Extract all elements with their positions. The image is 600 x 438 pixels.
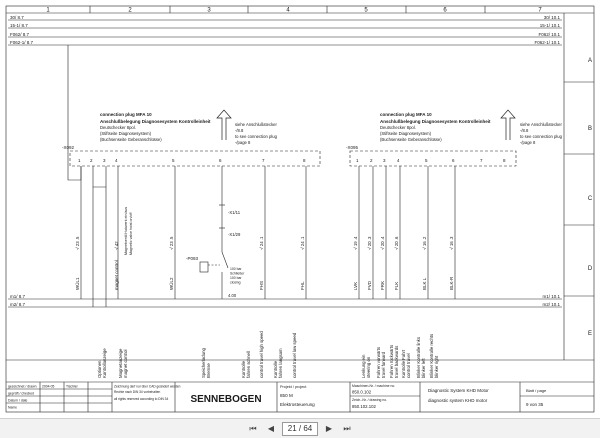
sheet-title-en: diagnostic system KHD motor (428, 398, 488, 403)
wire-ref: -/ 20 .3 (367, 236, 372, 250)
column-number: 6 (443, 7, 447, 14)
bottom-desc-en: magnet control (123, 349, 128, 378)
revision-value: 2004-05 (42, 384, 55, 389)
row-letter: C (587, 196, 593, 202)
sheet-value: 9 von 35 (526, 402, 544, 407)
wire-ref: -/ 42 (114, 241, 119, 250)
pdf-viewer-toolbar (0, 418, 600, 438)
company-logo-text: SENNEBOGEN (190, 394, 262, 405)
next-page-icon[interactable]: ▶ (325, 424, 333, 433)
wire-ref: -/ 20 .4 (380, 236, 385, 250)
sheet-title-de: Diagnostic System KHD Motor (428, 388, 489, 393)
bottom-desc: Blinker Kontrolle links (416, 336, 421, 378)
pin-number: 4 (397, 158, 400, 163)
wire-ref: -/ 23 .5 (75, 236, 80, 250)
project-label: Projekt / project (280, 385, 307, 389)
rail-label-right: 30/ 10.1 (543, 15, 560, 20)
bottom-desc: Speicherladung (201, 348, 206, 378)
title-note: all rights reserved according to DIN 34 (114, 397, 169, 401)
wire-signal-name: LVK (353, 281, 358, 290)
bottom-desc: Fahren vorwärts (376, 346, 381, 378)
bottom-desc: Magnetanzeige (118, 348, 123, 378)
relay-note: closing (230, 280, 241, 285)
pin-number: 8 (303, 158, 306, 163)
machine-value: 850.0.102 (352, 389, 372, 395)
bottom-desc-en: steering on (366, 356, 371, 378)
wire-ref: -/ 24 .1 (300, 236, 305, 250)
drawing-label: Zeich.-Nr. / drawing no. (352, 398, 388, 402)
column-number: 5 (364, 7, 368, 14)
wire-ref: -/ 24 .1 (259, 236, 264, 250)
plug-ref: siehe Anschlußstecker (235, 122, 277, 127)
plug-title: connection plug MFA 10 (100, 112, 152, 117)
pin-number: 3 (383, 158, 386, 163)
relay-ref: -X1/11 (228, 210, 241, 215)
relay-ref: -X1/29 (228, 232, 241, 237)
bottom-desc: control travel high speed (259, 331, 264, 378)
pin-number: 8 (503, 158, 506, 163)
connector-x095-box (350, 151, 516, 166)
plug-line: (Buchsenseite Geberanschlüsse) (380, 137, 442, 142)
wire-signal-name: FLK (394, 281, 399, 290)
ground-label-left: m1/ 8.7 (10, 294, 26, 299)
plug-line: (Stiftseite Diagnosesystem) (380, 131, 431, 136)
pin-number: 2 (370, 158, 373, 163)
plug-ref: to see connection plug (235, 134, 277, 139)
pin-number: 3 (103, 158, 106, 163)
revision-label: Name (8, 405, 18, 410)
rail-label-left: 30/ 8.7 (10, 15, 24, 20)
row-letter: A (587, 58, 593, 64)
row-letter: D (587, 266, 593, 272)
column-number: 4 (286, 7, 290, 14)
plug-line: (Buchsenseite Geberanschlüsse) (100, 137, 162, 142)
plug-ref-arrow-2 (501, 110, 515, 140)
plug-ref: -/8.8 (520, 128, 529, 133)
bottom-desc-en: Bremse (206, 363, 211, 378)
wire-signal-name: FVD (367, 281, 372, 290)
wire-ref: -/ 16 .3 (449, 236, 454, 250)
last-page-icon[interactable]: ⏭ (343, 423, 351, 433)
bottom-desc: Kontrolle (241, 361, 246, 378)
project-value: 850 M (280, 393, 293, 398)
bottom-desc-en: fahren langsam (278, 348, 283, 378)
title-note: Rechte nach DIN 34 vorbehalten (114, 390, 161, 394)
title-note: Zeichnung darf nur über CAD geändert werden (114, 384, 181, 389)
wire-ref: -/ 19 .4 (353, 236, 358, 250)
plug-ref: -/page 8 (235, 140, 251, 145)
rail-label-left: F062-1/ 8.7 (10, 40, 34, 45)
plug-subtitle: Anschlußbelegung Diagnosesystem Kontrolleinheit (380, 119, 491, 124)
bottom-desc-en: Kontrollanzeige (102, 348, 107, 378)
bottom-desc-en: fahren schnell (246, 351, 251, 378)
first-page-icon[interactable]: ⏮ (249, 423, 257, 433)
wire-signal-name: FRK (380, 281, 385, 290)
pin-number: 6 (219, 158, 222, 163)
ground-label-right: m1/ 10.1 (542, 294, 560, 299)
bottom-desc: Optionen (97, 360, 102, 378)
rail-label-right: F062-1/ 10.1 (534, 40, 560, 45)
pin-number: 7 (480, 158, 483, 163)
row-letter: B (587, 126, 593, 132)
bottom-desc: Blinker Kontrolle rechts (429, 333, 434, 378)
pin-number: 7 (262, 158, 265, 163)
relay-ref: 4.00 (228, 293, 237, 298)
plug-ref: siehe Anschlußstecker (520, 122, 562, 127)
plug-line: Deutschecker 8pol. (380, 125, 416, 130)
machine-label: Maschinen-Nr. / machine no. (352, 384, 396, 388)
wire-signal-name: magnet control (114, 260, 119, 290)
sheet-border (6, 6, 594, 412)
wire-ref: -/ 23 .5 (169, 236, 174, 250)
relay-name: -P093 (185, 256, 198, 261)
ground-label-right: m2/ 10.1 (542, 302, 560, 307)
rail-label-left: F062/ 8.7 (10, 32, 30, 37)
revision-label: geprüft / checked (8, 391, 35, 396)
plug-line: Deutschecker 8pol. (100, 125, 136, 130)
magnet-note: Magnetic valve hoist on/off (129, 212, 133, 255)
bottom-desc: Kontrolle (273, 361, 278, 378)
wire-signal-name: BLK-R (449, 276, 454, 290)
plug-line: (Stiftseite Diagnosesystem) (100, 131, 151, 136)
drawing-value: 850.102.102 (352, 404, 376, 409)
subject-value: Elektrosteuerung (280, 402, 315, 407)
bottom-desc-en: travel forward (381, 351, 386, 378)
relay-note: 100 bar (230, 267, 242, 271)
plug-ref-arrow-1 (217, 110, 231, 140)
relay-note: Schließer (230, 271, 245, 276)
connector-x092-box (70, 151, 320, 166)
pin-number: 5 (425, 158, 428, 163)
wire-signal-name: WÜL1 (75, 277, 80, 290)
column-number: 1 (46, 7, 50, 14)
wire-signal-name: FHS (259, 281, 264, 290)
bottom-desc: Lenkung ein (361, 354, 366, 378)
plug-ref: -/page 8 (520, 140, 536, 145)
column-number: 3 (207, 7, 211, 14)
pressure-switch (200, 166, 228, 299)
column-number: 2 (128, 7, 132, 14)
pin-number: 2 (90, 158, 93, 163)
plug-ref: -/8.8 (235, 128, 244, 133)
bottom-desc-en: control travel (406, 353, 411, 378)
pin-number: 1 (78, 158, 81, 163)
plug-ref: to see connection plug (520, 134, 562, 139)
bottom-desc: Fahren rückwärts (389, 344, 394, 378)
revision-label: Datum / date (8, 398, 28, 403)
revision-label: gezeichnet / drawn (8, 384, 37, 389)
bottom-desc-en: blinker left (421, 358, 426, 378)
column-number: 7 (538, 7, 542, 14)
pin-number: 5 (172, 158, 175, 163)
wire-ref: -/ 20 .6 (394, 236, 399, 250)
ground-label-left: m2/ 8.7 (10, 302, 26, 307)
rail-label-left: 15-1/ 8.7 (10, 23, 28, 28)
bottom-desc: control travel low speed (292, 332, 297, 378)
rail-label-right: 15-1/ 10.1 (539, 23, 560, 28)
bottom-desc: Kontrolle Fahrt (401, 349, 406, 378)
bottom-desc-en: blinker right (434, 355, 439, 378)
wire-signal-name: WÜL2 (169, 277, 174, 290)
wire-signal-name: FHL (300, 281, 305, 290)
pin-number: 6 (452, 158, 455, 163)
pin-number: 4 (115, 158, 118, 163)
magnet-note: Magnetventil Hubwerk ein/aus (124, 206, 128, 255)
connector-id: -X092 (62, 145, 75, 150)
connector-id: -X095 (346, 145, 359, 150)
wire-signal-name: BLK L (422, 277, 427, 290)
bottom-desc-en: travel backwards (394, 345, 399, 378)
wire-ref: -/ 16 .2 (422, 236, 427, 250)
plug-title: connection plug MFA 10 (380, 112, 432, 117)
sheet-label: Blatt / page (526, 388, 547, 393)
pin-number: 1 (356, 158, 359, 163)
row-letter: E (587, 331, 593, 337)
prev-page-icon[interactable]: ◀ (267, 424, 275, 433)
page-number-input[interactable]: 21 / 64 (282, 422, 318, 436)
relay-note: 100 bar (230, 276, 242, 280)
revision-value: Tischler (66, 384, 78, 389)
rail-label-right: F062/ 10.1 (538, 32, 560, 37)
plug-subtitle: Anschlußbelegung Diagnosesystem Kontrolleinheit (100, 119, 211, 124)
